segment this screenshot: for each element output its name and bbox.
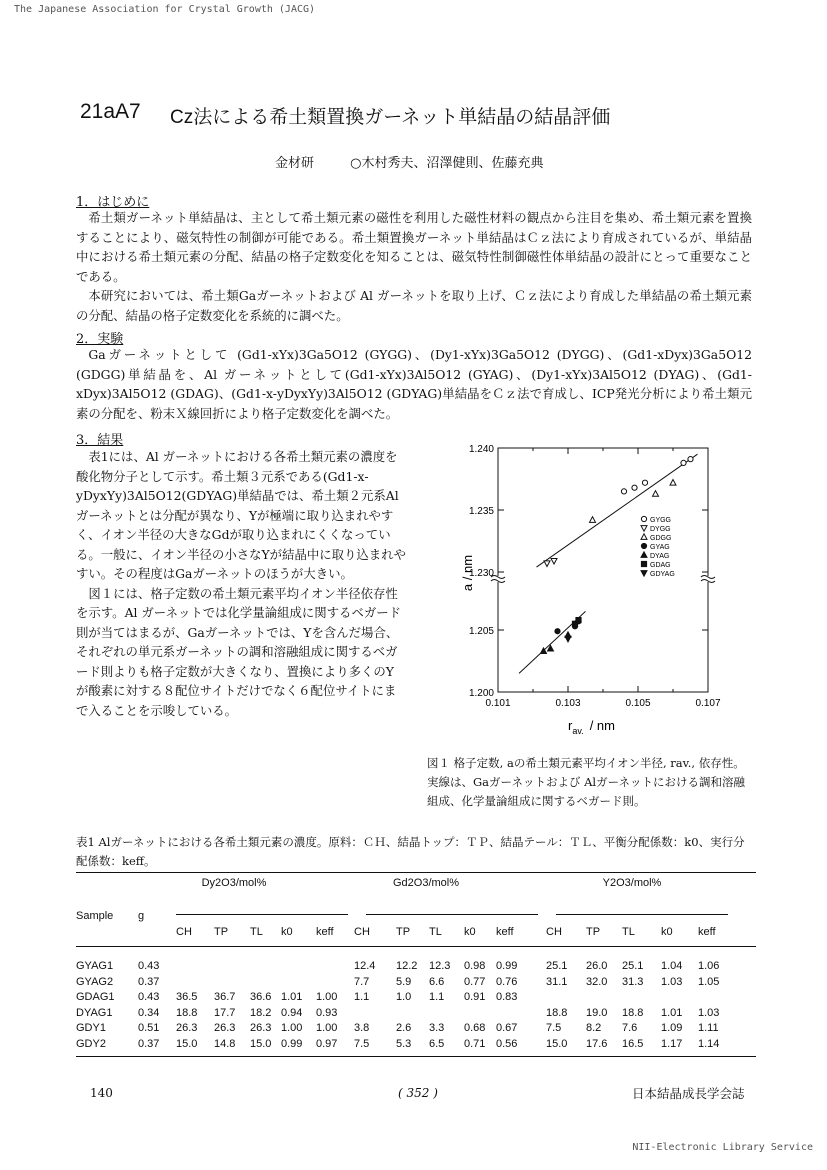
section-1-heading: 1．はじめに [76,195,150,210]
section-1-body [76,208,752,325]
table-cell: 1.01 [281,991,303,1003]
legend-label-gdgg: GDGG [650,535,672,542]
table-cell: 16.5 [622,1037,644,1050]
group-header-0: Dy2O3/mol% [201,877,267,889]
data-point-gdgg [653,491,659,497]
legend-label-gdyag: GDYAG [650,571,675,578]
legend-marker-gdag [641,561,646,566]
data-point-gygg [621,489,626,494]
x-tick-label: 0.107 [695,698,721,709]
table-cell: 15.0 [250,1037,272,1050]
table-cell: 1.01 [661,1006,683,1019]
data-point-gdag [576,617,581,622]
table-cell: 12.2 [396,960,418,972]
table-cell: 1.03 [661,975,683,988]
data-point-dygg [551,558,557,564]
table-cell: 32.0 [586,975,608,988]
authors: ○木村秀夫、沼澤健則、佐藤充典 [350,156,544,171]
institution: 金材研 [275,156,315,171]
author-line [275,152,544,171]
legend-marker-dyag [641,552,647,558]
column-header-2: CH [176,926,192,938]
table-cell: 0.93 [316,1006,338,1019]
column-header-13: TP [586,926,601,938]
table-cell: 0.98 [464,960,486,972]
table-cell: 18.2 [250,1006,272,1019]
table-cell: 17.7 [214,1006,236,1019]
y-axis-label: a / nm [460,554,475,592]
data-point-gdgg [590,517,596,523]
table-cell: 1.04 [661,960,683,972]
row-sample-name: GYAG1 [76,960,114,972]
section-3-paragraph-1: 表1には、Al ガーネットにおける各希土類元素の濃度を酸化物分子として示す。希土類３元系である(Gd1-x-yDyxYy)3Al5O12(GDYAG)単結晶では、希土類２元系Al ガーネットとは分配が異なり、Yが極端に取り込まれやすく、イオン半径の大きなGdが取り込まれにくくなっている。一般に、イオン半径の小さなYが結晶中に取り込まれやすい。その程度はGaガーネットのほうが大きい。 [76,449,406,581]
row-sample-name: GDAG1 [76,991,115,1003]
table-cell: 7.7 [354,975,370,988]
column-header-0: Sample [76,910,114,922]
table-cell: 18.8 [176,1006,198,1019]
section-3-paragraph-2: 図１には、格子定数の希土類元素平均イオン半径依存性を示す。Al ガーネットでは化学量論組成に関するベガード則が当てはまるが、Gaガーネットでは、Yを含んだ場合、それぞれの単元系ガーネットの調和溶融組成に関するベガード則よりも格子定数が大きくなり、置換により多くのYが酸素に対する８配位サイトだけでなく６配位サイトにまで入ることを示唆している。 [76,585,402,718]
group-rule-2 [556,914,728,915]
table-cell: 12.4 [354,960,376,972]
table-cell: 1.14 [698,1037,720,1050]
legend-marker-gygg [641,516,646,521]
legend-marker-dygg [641,526,647,532]
table-cell: 6.6 [429,975,445,988]
data-point-gdgg [670,480,676,486]
table-cell: 3.3 [429,1022,445,1034]
journal-name: 日本結晶成長学会誌 [632,1086,745,1101]
column-header-1: g [138,910,145,922]
table-cell: 36.5 [176,991,198,1003]
column-header-12: CH [546,926,562,938]
legend-label-gygg: GYGG [650,517,672,524]
table-cell: 0.43 [138,960,160,972]
table-cell: 0.67 [496,1022,518,1034]
data-point-gygg [642,480,647,485]
data-point-gygg [632,485,637,490]
data-point-dygg [544,561,550,567]
table-cell: 1.0 [396,991,412,1003]
table-cell: 0.51 [138,1022,160,1034]
table-cell: 36.6 [250,991,272,1003]
column-header-4: TL [250,926,263,938]
group-rule-1 [366,914,538,915]
table-cell: 15.0 [546,1037,568,1050]
table-header-rule [76,946,756,947]
table-cell: 1.03 [698,1006,720,1019]
fit-line-ga-garnet [537,454,698,567]
figure-caption: 図１ 格子定数, aの希土類元素平均イオン半径, rav., 依存性。実線は、Gaガーネットおよび Alガーネットにおける調和溶融組成、化学量論組成に関するベガード則。 [427,756,746,808]
row-sample-name: GDY2 [76,1037,106,1050]
table-cell: 17.6 [586,1037,608,1050]
column-header-11: keff [496,926,514,938]
table-cell: 5.3 [396,1037,412,1050]
table-top-rule [76,872,756,873]
table-cell: 0.68 [464,1022,486,1034]
table-cell: 19.0 [586,1006,608,1019]
table-cell: 6.5 [429,1037,445,1050]
table-cell: 14.8 [214,1037,236,1050]
table-cell: 7.5 [354,1037,370,1050]
table-cell: 26.3 [214,1022,236,1034]
column-header-6: keff [316,926,334,938]
section-1-paragraph-1: 希土類ガーネット単結晶は、主として希土類元素の磁性を利用した磁性材料の観点から注目を集め、希土類元素を置換することにより、磁気特性の制御が可能である。希土類置換ガーネット単結晶はＣｚ法により育成されているが、単結晶中における希土類元素の分配、結晶の格子定数変化を知ることは、磁気特性制御磁性体単結晶の設計にとって重要なことである。 [76,210,752,284]
table-cell: 5.9 [396,975,412,988]
column-header-10: k0 [464,926,476,938]
x-tick-label: 0.105 [625,698,651,709]
x-axis-label-unit: / nm [589,718,615,733]
legend-label-dygg: DYGG [650,526,671,533]
lattice-constant-chart [450,438,730,748]
table-cell: 0.77 [464,975,486,988]
table-cell: 0.56 [496,1037,518,1050]
y-tick-label: 1.235 [468,506,494,517]
page-number: 140 [90,1086,113,1100]
table-cell: 0.37 [138,975,160,988]
table-cell: 18.8 [622,1006,644,1019]
data-point-gyag [555,629,560,634]
table-cell: 0.91 [464,991,486,1003]
row-sample-name: DYAG1 [76,1006,113,1019]
table-caption: 表1 Alガーネットにおける各希土類元素の濃度。原料：ＣＨ、結晶トップ：ＴＰ、結晶テール：ＴＬ、平衡分配係数：k0、実行分配係数：keff。 [76,835,745,868]
table-cell: 1.00 [316,991,338,1003]
table-cell: 1.00 [316,1022,338,1034]
column-header-16: keff [698,926,716,938]
x-axis-label [568,718,615,736]
table-cell: 15.0 [176,1037,198,1050]
paper-title: Cz法による希土類置換ガーネット単結晶の結晶評価 [170,107,611,128]
table-cell: 2.6 [396,1022,412,1034]
table-cell: 0.71 [464,1037,486,1050]
table-cell: 1.09 [661,1022,683,1034]
table-cell: 1.17 [661,1037,683,1050]
y-tick-label: 1.240 [468,444,494,455]
legend-label-dyag: DYAG [650,553,670,560]
group-header-2: Y2O3/mol% [602,877,662,889]
table-cell: 26.3 [250,1022,272,1034]
row-sample-name: GYAG2 [76,975,114,988]
repository-header: The Japanese Association for Crystal Growth (JACG) [14,4,316,15]
legend-label-gdag: GDAG [650,562,671,569]
section-2-heading: 2．実験 [76,332,124,347]
table-cell: 7.5 [546,1022,562,1034]
y-tick-label: 1.230 [468,568,494,579]
section-2-body [76,345,752,423]
table-bottom-rule [76,1056,756,1057]
table-cell: 0.43 [138,991,160,1003]
row-sample-name: GDY1 [76,1022,106,1034]
table-cell: 25.1 [546,960,568,972]
table-cell: 12.3 [429,960,451,972]
data-point-gdyag [565,636,571,642]
table-cell: 7.6 [622,1022,638,1034]
table-cell: 1.1 [354,991,370,1003]
legend-marker-gdyag [641,571,647,577]
page-center-number: ( 352 ) [398,1086,438,1100]
column-header-14: TL [622,926,635,938]
concentration-table [76,872,756,1062]
table-cell: 0.99 [281,1037,303,1050]
column-header-3: TP [214,926,229,938]
x-axis-label-sub: av. [572,726,584,736]
legend-label-gyag: GYAG [650,544,670,551]
table-cell: 3.8 [354,1022,370,1034]
table-cell: 0.37 [138,1037,160,1050]
column-header-7: CH [354,926,370,938]
column-header-8: TP [396,926,411,938]
table-cell: 0.76 [496,975,518,988]
repository-footer: NII-Electronic Library Service [632,1142,813,1153]
table-cell: 26.0 [586,960,608,972]
table-cell: 0.94 [281,1006,303,1019]
y-tick-label: 1.205 [468,626,494,637]
data-point-gygg [681,460,686,465]
table-cell: 36.7 [214,991,236,1003]
table-cell: 1.11 [698,1022,719,1034]
paper-code: 21aA7 [80,100,141,123]
table-cell: 1.05 [698,975,720,988]
table-cell: 26.3 [176,1022,198,1034]
table-cell: 1.00 [281,1022,303,1034]
legend-marker-gdgg [641,534,647,540]
section-3-heading: 3．結果 [76,433,124,448]
table-cell: 0.83 [496,991,518,1003]
table-cell: 1.1 [429,991,445,1003]
legend-marker-gyag [641,543,646,548]
table-cell: 31.3 [622,975,644,988]
y-tick-label: 1.200 [468,688,494,699]
column-header-5: k0 [281,926,293,938]
table-cell: 0.34 [138,1006,160,1019]
x-axis-label-main: r [568,718,573,733]
section-2-paragraph-1: Gaガーネットとして (Gd1-xYx)3Ga5O12 (GYGG)、(Dy1-xYx)3Ga5O12 (DYGG)、(Gd1-xDyx)3Ga5O12 (GDGG)単結晶を、Al ガーネットとして(Gd1-xYx)3Al5O12 (GYAG)、(Dy1-xYx)3Al5O12 (DYAG)、(Gd1-xDyx)3Al5O12 (GDAG)、(Gd1-x-yDyxYy)3Al5O12 (GDYAG)単結晶をＣｚ法で育成し、ICP発光分析により希土類元素の分配を、粉末Ｘ線回折により格子定数変化を調べた。 [76,347,752,421]
plot-frame [498,448,708,692]
table-cell: 31.1 [546,975,568,988]
table-cell: 0.99 [496,960,518,972]
x-tick-label: 0.101 [485,698,511,709]
table-cell: 18.8 [546,1006,568,1019]
section-1-paragraph-2: 本研究においては、希土類Gaガーネットおよび Al ガーネットを取り上げ、Ｃｚ法により育成した単結晶の希土類元素の分配、結晶の格子定数変化を系統的に調べた。 [76,288,752,323]
table-cell: 1.06 [698,960,720,972]
column-header-15: k0 [661,926,673,938]
x-tick-label: 0.103 [555,698,581,709]
table-cell: 0.97 [316,1037,338,1050]
table-cell: 8.2 [586,1022,602,1034]
column-header-9: TL [429,926,442,938]
section-3-body [76,447,406,720]
group-header-1: Gd2O3/mol% [392,877,460,889]
table-cell: 25.1 [622,960,644,972]
group-rule-0 [176,914,348,915]
data-point-gygg [688,457,693,462]
